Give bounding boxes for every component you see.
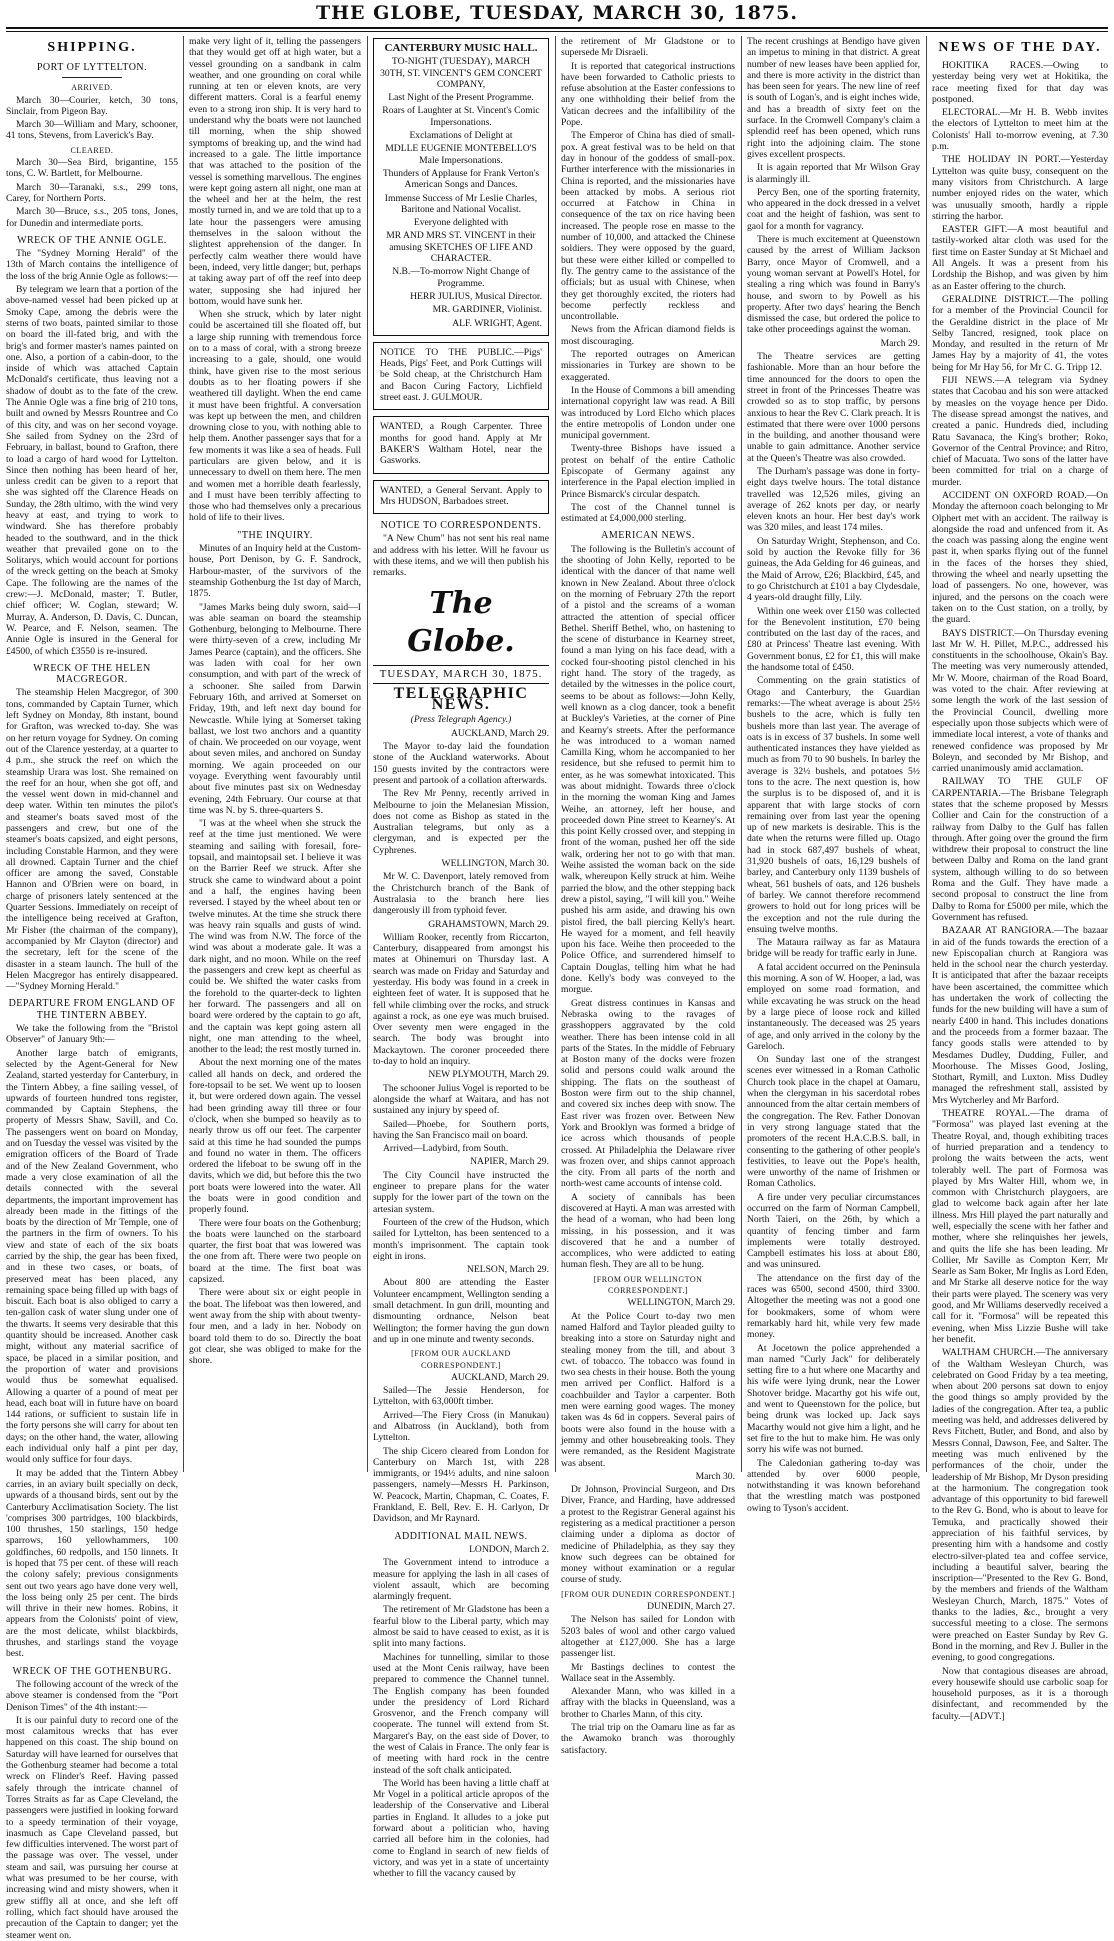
telegraphic-news-heading: TELEGRAPHIC NEWS. xyxy=(393,684,529,714)
article-paragraph: The "Sydney Morning Herald" of the 13th of March contains the intelligence of the loss of the brig Annie Ogle as follows:— xyxy=(6,248,178,282)
dateline: NAPIER, March 29. xyxy=(470,1156,549,1168)
article-paragraph: It is again reported that Mr Wilson Gray is alarmingly ill. xyxy=(747,162,920,185)
ad-line: HERR JULIUS, Musical Director. xyxy=(410,290,542,302)
article-paragraph: A fire under very peculiar circumstances occurred on the farm of Norman Campbell, North Taieri, on the 26th, by which a quantity of fencing timber and farm implements were totally destroyed. Campbell estimates his loss at about £80, and was uninsured. xyxy=(747,1191,920,1271)
article-paragraph: Machines for tunnelling, similar to those used at the Mont Cenis railway, have been prepared to commence the Channel tunnel. The English company has been founded under the presidency of Lord Richard Grosvenor, and the French company will cooperate. The tunnel will extend from St. Margaret's Bay, on the east side of Dover, to the west of Calais in France. The only fear is of meeting with hard rock in the centre instead of the soft chalk anticipated. xyxy=(373,1651,549,1776)
article-paragraph: By telegram we learn that a portion of the above-named vessel had been picked up at Smoky Cape, among the debris were the sterns of two boats, painted similar to those on board the ill-fated brig, and with the brig's and former master's names painted on one. Also, a portion of a cabin-door, to the inside of which was attached Captain McDonald's certificate, thus leaving not a shadow of doubt as to the fate of the crew. The Annie Ogle was a fine brig of 210 tons, built and owned by Messrs Rountree and Co of this city, and was on her second voyage. She sailed from Sydney on the 23rd of February, in ballast, bound to Grafton, there to load a cargo of hard wood for Lyttelton. Since then nothing has been heard of her, unless credit can be given to a report that she was sighted off the Clarence Heads on Sunday, the 28th ultimo, with the wind very heavy at east, and trying to work to windward. She has therefore probably headed to the southward, and in the thick weather that prevailed gone on to the Solitarys, which would account for portions of the wreck getting on the beach at Smoky Cape. The following are the names of the crew:—J. McDonald, master; T. Butler, chief officer; W. Coglan, steward; W. Murray, A. Anderson, D. Davis, C. Duncan, W. Pearce, and F. Nelson, seamen. The Annie Ogle is insured in the General for £4500, of which £3550 is re-insured. xyxy=(6,284,178,657)
article-paragraph: News from the African diamond fields is most discouraging. xyxy=(561,324,735,347)
article-paragraph: At Jocetown the police apprehended a man named "Curly Jack" for deliberately setting fire to a hut where one Macarthy and his wife were lying drunk, near the Lower Shotover bridge. Macarthy got his wife out, and went to Queenstown for the police, but being drunk was locked up. Jack says Macarthy would not give him a light, and he set fire to the hut to make him. He was only sorry his wife was not burned. xyxy=(747,1342,920,1456)
wellington-correspondent-heading: [FROM OUR WELLINGTON CORRESPONDENT.] xyxy=(593,1274,703,1296)
dateline: AUCKLAND, March 29. xyxy=(450,727,549,739)
article-paragraph: "James Marks being duly sworn, said—I was able seaman on board the steamship Gothenburg, belonging to Melbourne. There were thirty-seven of a crew, including Mr James Pearce (captain), and the officers. She was laden with coal for her own consumption, and with part of the wreck of a schooner. She sailed from Darwin February 16th, and arrived at Somerset on Friday, 19th, and left next day bound for Newcastle. While lying at Somerset taking ballast, we lost two anchors and a quantity of chain. We proceeded on our voyage, went about seven miles, and anchored on Sunday morning. We again proceeded on our voyage. Everything went favourably until about five minutes past six on Wednesday evening, 24th February. Our course at that time was N. by S. three-quarters S. xyxy=(189,601,361,816)
article-paragraph: The City Council have instructed the engineer to prepare plans for the water supply for the lower part of the town on the artesian system. xyxy=(373,1169,549,1215)
departure-heading: DEPARTURE FROM ENGLAND OF THE TINTERN ABBEY. xyxy=(8,998,176,1021)
news-item: ACCIDENT ON OXFORD ROAD.—On Monday the afternoon coach belonging to Mr Olphert met with an accident. The railway is alongside the road and unfenced from it. As the coach was passing along the engine went past it, when sparks flying out of the funnel in the faces of the horses they shied, throwing the wheel and nearly upsetting the load of passengers. No one, however, was injured, and the persons on the coach were taken on to the Cust station, on a trolly, by the guard. xyxy=(932,489,1108,626)
article-paragraph: Commenting on the grain statistics of Otago and Canterbury, the Guardian remarks:—The wheat average is about 25½ bushels to the acre, which is fully ten bushels more than last year. The average of oats is in excess of 37 bushels. In some well authenticated instances they have yielded as much as from 70 to 90 bushels. In barley the average is 32½ bushels, and potatoes 5½ tons to the acre. The next question is, how the surplus is to be disposed of, and it is apparent that with large stocks of corn remaining over from last year the opening up of new markets is desirable. This is the date when the returns were filled up. Otago had in stock 687,497 bushels of wheat, 31,920 bushels of oats, 16,129 bushels of barley, and Canterbury only 1139 bushels of wheat, 561 bushels of oats, and 126 bushels of barley. We cannot therefore recommend growers to hold out for long prices will be the exception and not the rule during the ensuing twelve months. xyxy=(747,675,920,935)
ad-text: NOTICE TO THE PUBLIC.—Pigs' Heads, Pigs' Feet, and Pork Cuttings will be Sold cheap, at the Christchurch Ham and Bacon Curing Factory, Lichfield street east. J. GULMOUR. xyxy=(380,346,542,404)
wanted-carpenter-advertisement xyxy=(373,416,549,473)
article-paragraph: The Mayor to-day laid the foundation stone of the Auckland waterworks. About 150 guests invited by the contractors were present and partook of a collation afterwards. xyxy=(373,741,549,786)
article-paragraph: The Caledonian gathering to-day was attended by over 6000 people, notwithstanding it was known beforehand that the wrestling match was postponed owing to Tyson's accident. xyxy=(747,1457,920,1514)
dateline: March 29. xyxy=(880,337,920,349)
column-gothenburg-continued xyxy=(189,36,361,1472)
wanted-servant-advertisement xyxy=(373,480,549,515)
dateline: NELSON, March 29. xyxy=(466,1264,549,1276)
dateline: AUCKLAND, March 29. xyxy=(450,1371,549,1383)
dateline: WELLINGTON, March 29. xyxy=(627,1297,735,1309)
additional-mail-heading: ADDITIONAL MAIL NEWS. xyxy=(394,1530,528,1542)
article-paragraph: About the next morning one of the mates called all hands on deck, and ordered the fore-topsail to be set. We went up to loosen it, but were ordered down again. The vessel had been grinding away till three or four o'clock, when she bumped so heavily as to nearly throw us off our feet. The carpenter said at this time he had sounded the pumps and found no water in them. The officers ordered the lifeboat to be swung off in the davits, which we did, but before this the two port boats were lowered into the water. All the boats were in good condition and properly found. xyxy=(189,1057,361,1216)
article-paragraph: Percy Ben, one of the sporting fraternity, who appeared in the dock dressed in a velvet coat and the height of fashion, was sent to gaol for a month for vagrancy. xyxy=(747,186,920,232)
article-paragraph: The cost of the Channel tunnel is estimated at £4,000,000 sterling. xyxy=(561,501,735,525)
article-paragraph: Minutes of an Inquiry held at the Custom-house, Port Denison, by G. F. Sandrock, Harbour-master, of the survivors of the steamship Gothenburg the 1st day of March, 1875. xyxy=(189,543,361,600)
news-item: HOKITIKA RACES.—Owing to yesterday being very wet at Hokitika, the race meeting fixed for that day was postponed. xyxy=(932,60,1108,105)
article-paragraph: Sailed—The Jessie Henderson, for Lyttelton, with 63,000ft timber. xyxy=(373,1385,549,1408)
article-paragraph: Twenty-three Bishops have issued a protest on behalf of the entire Catholic Episcopate of Germany against any interference in the Papal election implied in Prince Bismarck's circular despatch. xyxy=(561,443,735,500)
article-paragraph: The Rev Mr Penny, recently arrived in Melbourne to join the Melanesian Mission, does not come as Bishop as stated in the Australian telegrams, but only as a clergyman, and is expected per the Cyphrenes. xyxy=(373,788,549,856)
article-paragraph: We take the following from the "Bristol Observer" of January 9th:— xyxy=(6,1023,178,1046)
article-paragraph: The schooner Julius Vogel is reported to be alongside the wharf at Waitara, and has not sustained any injury by speed of. xyxy=(373,1082,549,1117)
arrived-heading: ARRIVED. xyxy=(71,83,113,93)
news-item: GERALDINE DISTRICT.—The polling for a member of the Provincial Council for the Geraldine district in the place of Mr Selby Tancred, resigned, took place on Monday, and resulted in the return of Mr James Hay by a majority of 41, the votes being for Mr Hay 56, for Mr C. G. Tripp 12. xyxy=(932,293,1108,373)
article-paragraph: Arrived—Ladybird, from South. xyxy=(383,1143,509,1155)
ad-line: Everyone delighted with xyxy=(413,217,509,229)
article-paragraph: The Nelson has sailed for London with 5203 bales of wool and other cargo valued altogether at £127,000. She has a large passenger list. xyxy=(561,1614,735,1660)
cleared-entry: March 30—Sea Bird, brigantine, 155 tons, C. W. Bartlett, for Melbourne. xyxy=(6,157,178,180)
news-item: THEATRE ROYAL.—The drama of "Formosa" was played last evening at the Theatre Royal, and, though exhibiting traces of hurried preparation and a tendency to prolong the waits between the acts, went tolerably well. The part of Formosa was played by Mrs Walter Hill, whom we, in common with Christchurch playgoers, are glad to welcome back again after her late illness. Mrs Hill played the part naturally and well, especially the scene with her father and mother, where she relinquishes her jewels, and quits the life she has been leading. Mr Collier, Mr Saville as Compton Kerr, Mr Searle as Sam Boker, Mr Inglis as Lord Eden, and Mr Starke all deserve notice for the way their parts were played. The scenery was very good, and Mr Williams deservedly received a call for it. "Formosa" will be repeated this evening, when Miss Lizzie Bushe will take her benefit. xyxy=(932,1108,1108,1345)
column-ads-telegraph xyxy=(373,36,549,1880)
news-item: EASTER GIFT.—A most beautiful and tastily-worked altar cloth was used for the first time on Easter Sunday at St Michael and All Angels. It was a present from his Lordship the Bishop, and was given by him as an Easter offering to the church. xyxy=(932,224,1108,292)
article-paragraph: A society of cannibals has been discovered at Hayti. A man was arrested with the head of a woman, who had been long missing, in his possession, and it was discovered that he and a number of accomplices, who were addicted to eating human flesh. They are all to be hung. xyxy=(561,1191,735,1271)
telegraph-subheading: (Press Telegraph Agency.) xyxy=(410,714,512,726)
american-news-heading: AMERICAN NEWS. xyxy=(601,530,695,542)
ad-line: ALF. WRIGHT, Agent. xyxy=(452,317,542,329)
article-paragraph: On Sunday last one of the strangest scenes ever witnessed in a Roman Catholic Church took place in the chapel at Oamaru, when the clergyman in his sacerdotal robes announced from the altar certain members of the congregation. The Rev. Father Donovan in very strong language stated that the promoters of the recent H.A.C.B.S. ball, in consenting to the gathering of other people's festivities, to leave out the Pope's health, were unworthy of the name of Irishmen or Roman Catholics. xyxy=(747,1054,920,1190)
article-paragraph: Within one week over £150 was collected for the Benevolent institution, £70 being contributed on the last day of the races, and £80 at Princess' Theatre last evening. With Government bonus, £2 for £1, this will make the handsome total of £450. xyxy=(747,605,920,674)
article-paragraph: The World has been having a little chaff at Mr Vogel in a political article apropos of the leadership of the Conservative and Liberal parties in England. It alludes to a joke put forward about a politician who, having carried all before him in the colonies, had come to England in search of new fields of victory, and was yet in a state of uncertainty whether to fill the vacancy caused by xyxy=(373,1777,549,1880)
column-divider xyxy=(741,36,742,1472)
globe-title: The Globe. xyxy=(407,585,515,659)
column-mail-american xyxy=(561,36,735,1756)
article-paragraph: Dr Johnson, Provincial Surgeon, and Drs Diver, France, and Harding, have addressed a protest to the Registrar General against his registering as a medical practitioner a person claiming under a diploma as doctor of medicine of Philadelphia, as they say they know such degrees can be obtained for money without examination or a regular course of study. xyxy=(561,1484,735,1586)
ad-line: Immense Success of Mr Leslie Charles, Baritone and National Vocalist. xyxy=(384,192,538,215)
article-paragraph: There is much excitement at Queenstown caused by the arrest of William Jackson Barry, once Mayor of Cromwell, and a young woman servant at Powell's Hotel, for stealing a ring which was found in Barry's house, and sworn to by Powell as his property. After two days' hearing the Bench dismissed the case, but ordered the police to take other proceedings against the woman. xyxy=(747,234,920,336)
date-line: TUESDAY, MARCH 30, 1875. xyxy=(373,665,549,684)
ad-line: Exclamations of Delight at xyxy=(409,130,513,142)
article-paragraph: Arrived—The Fiery Cross (in Manukau) and Albatross (in Auckland), both from Lyttelton. xyxy=(373,1409,549,1444)
news-item: ELECTORAL.—Mr H. B. Webb invites the electors of Lyttelton to meet him at the Colonists' Hall to-morrow evening, at 7.30 p.m. xyxy=(932,107,1108,153)
article-paragraph: The attendance on the first day of the races was 6500, second 4500, third 3300. Altogether the meeting was not a good one for bookmakers, some of whom were remarkably hard hit, while very few made money. xyxy=(747,1272,920,1341)
arrival-entry: March 30—Courier, ketch, 30 tons, Sinclair, from Pigeon Bay. xyxy=(6,94,178,117)
article-paragraph: The trial trip on the Oamaru line as far as the Awamoko branch was thoroughly satisfactory. xyxy=(561,1722,735,1756)
news-item: BAYS DISTRICT.—On Thursday evening last Mr W. H. Pillet, M.P.C., addressed his constituents in the schoolhouse, Okain's Bay. The meeting was very numerously attended, Mr W. Moore, chairman of the Road Board, was voted to the chair. After reviewing at some length the work of the last session of the Provincial Council, dwelling more especially upon those subjects which were of immediate local interest, a vote of thanks and renewed confidence was proposed by Mr Boleyn, and seconded by Mr Bishop, and carried unanimously amid acclamation. xyxy=(932,627,1108,775)
column-divider xyxy=(183,36,184,1472)
article-paragraph: The steamship Helen Macgregor, of 300 tons, commanded by Captain Turner, which left Sydney on Monday, 8th instant, bound for Grafton, was wrecked to-day. She was on her return voyage for Sydney. On coming out of the Clarence yesterday, at a quarter to 4 p.m., she struck the reef on which the steamship Urara was lost. She remained on the reef for an hour, when she got off, and the vessel went down in mid-channel and deep water. Within ten minutes the pilot's and steamer's boats saved most of the passengers and crew, but one of the steamer's boats capsized, and eight persons, including Constable Harmon, and they were all drowned. Captain Turner and the chief officer are among the saved, Constable Hannon and O'Brien were on board, in charge of prisoners lately sentenced at the Quarter Sessions. Immediately on receipt of the intelligence being received at Grafton, Mr Fisher (the chairman of the company), accompanied by Mr Clayton (director) and the secretary, left for the scene of the disaster in a steam launch. The hull of the Helen Macgregor has entirely disappeared.—"Sydney Morning Herald." xyxy=(6,687,178,993)
masthead-rule-thin xyxy=(6,31,1108,32)
article-paragraph: The Theatre services are getting fashionable. More than an hour before the time announced for the doors to open the street in front of the Princesses Theatre was crowded so as to stop traffic, by persons anxious to hear the Rev C. Clark preach. It is estimated that there were over 1000 persons in the building, and another thousand were unable to gain admittance. Another service at the Queen's Theatre was also crowded. xyxy=(747,351,920,464)
wreck-gothenburg-heading: WRECK OF THE GOTHENBURG. xyxy=(12,1665,172,1677)
article-paragraph: Another large batch of emigrants, selected by the Agent-General for New Zealand, started yesterday for Canterbury, in the Tintern Abbey, a fine sailing vessel, of upwards of fourteen hundred tons register, commanded by Captain Stephens, the property of Messrs Shaw, Savill, and Co. The passengers went on board on Monday, and on Tuesday the vessel was visited by the emigration officers of the Board of Trade and of the New Zealand Government, who made a very close examination of all the details connected with the several departments, the important improvement has already been made in the fittings of the boats by the direction of Mr Temple, one of the partners in the firm of owners. To his view and state of each of the six boats carried by the ship, the gear has been fixed, and in these two cases, or boats, of preserved meat has been placed, any remaining space being filled up with bags of biscuit. Each boat is also obliged to carry a ten-gallon cask of water slung under one of the thwarts. It seems very desirable that this quantity should be increased. Another cask might, without any material sacrifice of space, be placed in a similar position, and the proportion of water and provisions would thus be somewhat equalised. Allowing a quarter of a pound of meat per head, each boat will in future have on board 144 rations, or sufficient to sustain life in the forty persons she will carry for about ten days; on the other hand, the water, allowing each individual only half a pint per day, would only suffice for four days. xyxy=(6,1047,178,1466)
article-paragraph: The Durham's passage was done in forty-eight days twelve hours. The total distance travelled was 12,526 miles, giving an average of 262 knots per day, or nearly eleven knots an hour. Her best day's work was 320 miles, and least 174 miles. xyxy=(747,465,920,534)
ad-text: WANTED, a Rough Carpenter. Three months for good hand. Apply at Mr BAKER'S Waltham Hotel, near the Gasworks. xyxy=(380,421,542,467)
auckland-correspondent-heading: [FROM OUR AUCKLAND CORRESPONDENT.] xyxy=(411,1349,511,1370)
news-item: BAZAAR AT RANGIORA.—The bazaar in aid of the funds towards the erection of a new Episcopalian church at Rangiora was held in the school near the church yesterday. It is anticipated that after the bazaar receipts have been ascertained, the committee which has undertaken the work of collecting the funds for the new building will have a sum of nearly £400 in hand. This includes donations and the proceeds from a former bazaar. The fancy goods stalls were attended to by Mesdames Dudley, Dudding, Fuller, and Moorhouse. The Misses Good, Josling, Stothart, Rymill, and Luxton. Miss Dudley managed the refreshment stall, assisted by Mrs Wytcherley and Mr Barford. xyxy=(932,925,1108,1106)
arrival-entry: March 30—William and Mary, schooner, 41 tons, Stevens, from Laverick's Bay. xyxy=(6,119,178,142)
article-paragraph: Sailed—Phoebe, for Southern ports, having the San Francisco mail on board. xyxy=(373,1118,549,1141)
news-item: FIJI NEWS.—A telegram via Sydney states that Cacobau and his son were attacked by measles on the voyage hence per Dido. The disease spread amongst the natives, and created a panic. Hundreds died, including Ratu Savanaca, the King's brother; Roko, Governor of the Central Province; and Ritro, chief of Macuata. Two sons of the latter have been committed for trial on a charge of murder. xyxy=(932,375,1108,488)
article-paragraph: The following account of the wreck of the above steamer is condensed from the "Port Denison Times" of the 4th instant:— xyxy=(6,1678,178,1713)
article-paragraph: The Government intend to introduce a measure for applying the lash in all cases of violent assault, which are becoming alarmingly frequent. xyxy=(373,1557,549,1603)
column-divider xyxy=(555,36,556,1472)
article-paragraph: The following is the Bulletin's account of the shooting of John Kelly, reported to be identical with the dancer of that name well known in New Zealand. About three o'clock on the morning of February 27th the report of a pistol and the screams of a woman attracted the attention of special officer Bethel. Sheriff Bethel, who, on hastening to the scene of disturbance in Kearney street, found a man lying on his face dead, with a cocked four-shooting pistol clenched in his right hand. The story of the tragedy, as detailed by the witnesses in the police court, seems to be about as follows:—John Kelly, well known as a clog dancer, took a benefit at Buckley's Varieties, at the corner of Pine and Kearny's streets. After the performance he was introduced to a woman named Camilla King, whom he accompanied to her residence, but she refused to permit him to enter, as he was somewhat intoxicated. This was about midnight. Towards three o'clock in the morning the woman King and James Weihe, an attorney, left her house, and proceeded down Pine street to Kearney's. At this point Kelly crossed over, and stepping in front of the woman, pushed her off the side walk, ordering her not to go with that man. Weihe assisted the woman back on the side walk, whereupon Kelly struck at him. Weihe parried the blow, and the other stepping back drew a pistol, saying, "I will kill you." Weihe pushed his arm aside, and drawing his own pistol fired, the ball piercing Kelly's heart. He wayed for a moment, and fell heavily upon his face. Weihe then proceeded to the Police Office, and surrendered himself to Captain Douglas, telling him what he had done. Kelly's body was conveyed to the morgue. xyxy=(561,543,735,996)
article-paragraph: There were about six or eight people in the boat. The lifeboat was then lowered, and went away from the ship with about twenty-four men, and a lady in her. Nobody on board told them to do so. Directly the boat got clear, she was obliged to make for the shore. xyxy=(189,1287,361,1367)
dunedin-correspondent-heading: [FROM OUR DUNEDIN CORRESPONDENT.] xyxy=(561,1589,735,1599)
cleared-heading: CLEARED. xyxy=(70,145,114,155)
article-paragraph: The ship Cicero cleared from London for Canterbury on March 1st, with 228 immigrants, or 194½ adults, and nine saloon passengers, namely—Messrs H. Parkinson, W. Peacock, Martin, Chapman, C. Coates, F. Frankland, E. Bell, Rev. E. H. Carlyon, Dr Davidson, and Mr Raynard. xyxy=(373,1445,549,1525)
news-item: THE HOLIDAY IN PORT.—Yesterday Lyttelton was quite busy, consequent on the many visitors from Christchurch. A large number enjoyed rides on the water, which was unusually smooth, hardly a ripple stirring the harbor. xyxy=(932,154,1108,222)
news-of-the-day-title: NEWS OF THE DAY. xyxy=(938,40,1102,55)
masthead: THE GLOBE, TUESDAY, MARCH 30, 1875. xyxy=(315,2,799,24)
article-paragraph: Great distress continues in Kansas and Nebraska owing to the ravages of grasshoppers aggravated by the cold weather. There has been intense cold in all parts of the States. In the middle of February at Boston many of the docks were frozen solid and persons could walk around the shipping. The flats on the southeast of Boston were firm out to the ship channel, and covered six inches deep with snow. The East river was frozen over. Between New York and Brooklyn was formed a bridge of ice across which thousands of people crossed. At Philadelphia the Delaware river was frozen over, and ships cannot approach the city. From all parts of the north and north-west came accounts of intense cold. xyxy=(561,997,735,1190)
article-paragraph: In the House of Commons a bill amending international copyright law was read. A Bill was introduced by Lord Elcho which places the entire metropolis of London under one municipal government. xyxy=(561,384,735,442)
article-paragraph: Mr Bastings declines to contest the Wallace seat in the Assembly. xyxy=(561,1661,735,1684)
ad-line: MR. GARDINER, Violinist. xyxy=(432,304,542,316)
article-paragraph: The retirement of Mr Gladstone has been a fearful blow to the Liberal party, which may almost be said to have ceased to exist, as it is split into many factions. xyxy=(373,1604,549,1650)
ad-line: N.B.—To-morrow Night Change of Programme. xyxy=(392,266,530,289)
article-paragraph: On Saturday Wright, Stephenson, and Co. sold by auction the Revoke filly for 36 guineas, the Ada Gelding for 46 guineas, and the Maid of Arrow, £26; Blackbird, £45, and to go Christchurch at £101 a bay Clydesdale, 4 years-old draught filly, Lily. xyxy=(747,535,920,604)
inquiry-heading: "THE INQUIRY. xyxy=(237,529,313,541)
article-paragraph: "I was at the wheel when she struck the reef at the time just mentioned. We were steaming and sailing with foresail, fore-topsail, and maintopsail set. I believe it was on the Barrier Reef we struck. After she struck she came to windward about a point and a half, the engines having been reversed. I stayed by the wheel about ten or twelve minutes. At the time she struck there was heavy rain squalls and gusts of wind. The wind was from N.W. The force of the wind was about a moderate gale. It was a dark night, and no moon. While on the reef the passengers and crew kept as cheerful as could be. We shifted the water casks from the forehold to the quarter-deck to lighten her forward. The passengers and all on board were ordered by the captain to go aft, and the captain was kept going astern all night, one man attending to the wheel, another to the lead; the rest mostly turned in. xyxy=(189,818,361,1056)
article-paragraph: At the Police Court to-day two men named Halford and Taylor pleaded guilty to breaking into a store on Saturday night and stealing money from the till, and about 3 cwt. of tobacco. The tobacco was found in two sea chests in their house. Both the young men arrived per Conflict. Halford is a coachbuilder and Taylor a carpenter. Both men were earning good wages. The money taken was 4s 6d in coppers. Several pairs of boots were also found in the house with a jemmy and other housebreaking tools. They were remanded, as the Resident Magistrate was absent. xyxy=(561,1310,735,1469)
news-item: WALTHAM CHURCH.—The anniversary of the Waltham Wesleyan Church, was celebrated on Good Friday by a tea meeting, when about 200 persons sat down to enjoy the good things so amply provided by the ladies of the congregation. After tea, a public meeting was held, and addresses delivered by Revs Fitchett, Butler, and Bond, and also by Messrs Connal, Dawson, Fee, and Salter. The meeting was much enlivened by the performances of the choir, under the leadership of Mr Bishop, Mr Dyson presiding at the harmonium. The congregation took advantage of this opportunity to bid farewell to the Rev G. Bond, who is about to leave for Temuka, and practically showed their appreciation of his faithful services, by presenting him with a handsome and costly electro-silver-plated tea and coffee service, including a beautiful salver, bearing the inscription—"Presented to the Rev G. Bond, by the members and friends of the Waltham Wesleyan Church, March, 1875." Votes of thanks to the ladies, &c., brought a very successful meeting to a close. The sermons were preached on Easter Sunday by Rev G. Bond in the morning, and Rev J. Buller in the evening, to good congregations. xyxy=(932,1347,1108,1664)
masthead-rule xyxy=(6,27,1108,29)
column-divider xyxy=(926,36,927,1472)
article-paragraph: About 800 are attending the Easter Volunteer encampment, Wellington sending a small detachment. In gun drill, mounting and dismounting ordnance, Nelson beat Wellington; the former having the gun down and up in one minute and twenty seconds. xyxy=(373,1277,549,1345)
wreck-annie-heading: WRECK OF THE ANNIE OGLE. xyxy=(17,234,167,246)
article-paragraph: the retirement of Mr Gladstone or to supersede Mr Disraeli. xyxy=(561,36,735,59)
dateline: GRAHAMSTOWN, March 29. xyxy=(428,918,549,930)
column-shipping xyxy=(6,36,179,1941)
dateline: NEW PLYMOUTH, March 29. xyxy=(428,1069,549,1081)
article-paragraph: make very light of it, telling the passengers that they would get off at high water, but a vessel grounding on a sandbank in calm weather, and one grounding on coral while running at ten or eleven knots, are very different matters. Coral is a fearful enemy even to a strong iron ship. It is very hard to understand why the boats were not launched till morning, when the ship showed symptoms of breaking up, and the wind had increased to a gale. The little importance that was attached to the position of the vessel is something marvellous. The engines were kept going astern all night, one man at the wheel and her at the helm, the rest mostly turned in, and we are told that up to a late hour the passengers were amusing themselves in the saloon without the slightest apprehension of the danger. In perfectly calm weather there would have been, indeed, very little danger; but, perhaps at taking away part of off the reef into deep water, supposing she had injured her bottom, would have sunk her. xyxy=(189,36,361,307)
dateline: LONDON, March 2. xyxy=(469,1543,549,1555)
ad-line: Last Night of the Present Programme. xyxy=(388,92,534,104)
wreck-helen-heading: WRECK OF THE HELEN MACGREGOR. xyxy=(33,662,151,686)
port-heading: PORT OF LYTTELTON. xyxy=(36,62,148,73)
dateline: March 30. xyxy=(695,1470,735,1482)
ad-text: WANTED, a General Servant. Apply to Mrs HUDSON, Barbadoes street. xyxy=(380,484,542,507)
article-paragraph: The Mataura railway as far as Mataura bridge will be ready for traffic early in June. xyxy=(747,937,920,960)
article-paragraph: The Emperor of China has died of small-pox. A great festival was to be held on that day in honour of the goddess of small-pox. Further interference with the missionaries in China is reported, and the missionaries have been attacked by mobs. A serious riot occurred at Fatchow in China in consequence of the tax on rice having been increased. The people rose en masse to the number of 10,000, and attacked the Chinese soldiers. They were opposed by the guard, but these were either killed or compelled to fly. The gentry came to the assistance of the officials; but as usual with Chinese, when they get thoroughly excited, the rioters had become perfectly reckless and uncontrollable. xyxy=(561,130,735,323)
dateline: DUNEDIN, March 27. xyxy=(647,1601,735,1613)
article-paragraph: The reported outrages on American missionaries in Turkey are shown to be exaggerated. xyxy=(561,349,735,383)
news-item: RAILWAY TO THE GULF OF CARPENTARIA.—The Brisbane Telegraph states that the scheme proposed by Messrs Collier and Cain for the construction of a railway from Dalby to the Gulf has fallen through. After going over the ground the firm withdrew their proposal to construct the line between Dalby and Roma on the land grant system, although willing to do so between Roma and the Gulf. They have made a second proposal to construct the line from Dalby to Roma for £5000 per mile, which the Government has refused. xyxy=(932,776,1108,923)
article-paragraph: Mr W. C. Davenport, lately removed from the Christchurch branch of the Bank of Australasia to the branch here lies dangerously ill from typhoid fever. xyxy=(373,871,549,917)
ad-line: Thunders of Applause for Frank Verton's American Songs and Dances. xyxy=(382,167,540,191)
notice-pork-advertisement xyxy=(373,342,549,410)
ad-line: MDLLE EUGENIE MONTEBELLO'S Male Impersonations. xyxy=(385,143,537,166)
column-divider xyxy=(367,36,368,1472)
article-paragraph: William Rooker, recently from Riccarton, Canterbury, disappeared from amongst his mates at Ohinemuri on Thursday last. A search was made on Friday and Saturday and yesterday. His body was found in a creek in eighteen feet of water. It is supposed that he fell while climbing over the rocks, and struck against a rock, as one eye was much bruised. Over seventy men were engaged in the search. The body was brought into Mackaytown. The coroner proceeded there to-day to hold an inquiry. xyxy=(373,931,549,1068)
article-paragraph: It is reported that categorical instructions have been forwarded to Catholic priests to refuse absolution at the Easter confessions to any one withholding their belief from the Vatican decrees and the infallibility of the Pope. xyxy=(561,60,735,129)
column-dunedin-continued xyxy=(747,36,920,1514)
ad-line: MR AND MRS ST. VINCENT in their amusing SKETCHES OF LIFE AND CHARACTER. xyxy=(386,230,536,265)
correspondents-notice: "A New Chum" has not sent his real name and address with his letter. Will he favour us with these items, and we will then publish his remarks. xyxy=(373,533,549,579)
ad-title: CANTERBURY MUSIC HALL. xyxy=(384,42,538,54)
ad-line: TO-NIGHT (TUESDAY), MARCH 30TH, ST. VINCENT'S GEM CONCERT COMPANY, xyxy=(380,56,542,90)
column-news-of-the-day xyxy=(932,36,1108,1722)
article-paragraph: There were four boats on the Gothenburg; the boats were launched on the starboard quarter, the first boat that was lowered was the one from aft. There were two people on board at the time. The first boat was capsized. xyxy=(189,1217,361,1286)
music-hall-advertisement xyxy=(373,38,549,336)
ad-line: Roars of Laughter at St. Vincent's Comic Impersonations. xyxy=(382,105,540,128)
article-paragraph: The recent crushings at Bendigo have given an impetus to mining in that district. A great number of new leases have been applied for, and there is more activity in the district than has been seen for years. The new line of reef is south of Logan's, and is eight inches wide, and has a breadth of sixty feet on the surface. In the Cromwell Company's claim a splendid reef has been opened, which runs right into the adjoining claim. The stone gives excellent prospects. xyxy=(747,36,920,160)
correspondents-heading: NOTICE TO CORRESPONDENTS. xyxy=(380,520,542,532)
article-paragraph: It may be added that the Tintern Abbey carries, in an aviary built specially on deck, upwards of a thousand birds, sent out by the Canterbury Acclimatisation Society. The list 'comprises 300 partridges, 100 blackbirds, 100 thrushes, 150 starlings, 150 hedge sparrows, 160 yellowhammers, 100 goldfinches, 60 redpolls, and 150 linnets. It is hoped that 75 per cent. of these will reach the colony safely; previous consignments sent out two years ago have done very well, the loss being only 25 per cent. The birds will thrive in their new homes. Robins, it appears from the Colonists' point of view, are the most delicate, whilst blackbirds, thrushes, and starlings stand the voyage best. xyxy=(6,1467,178,1660)
dateline: WELLINGTON, March 30. xyxy=(441,858,549,870)
cleared-entry: March 30—Taranaki, s.s., 299 tons, Carey, for Northern Ports. xyxy=(6,181,178,204)
news-item: Now that contagious diseases are abroad, every housewife should use carbolic soap for household purposes, as it is a thorough disinfectant, and recommended by the faculty.—[ADVT.] xyxy=(932,1665,1108,1722)
cleared-entry: March 30—Bruce, s.s., 205 tons, Jones, for Dunedin and intermediate ports. xyxy=(6,206,178,229)
article-paragraph: A fatal accident occurred on the Peninsula this morning. A son of W. Hooper, a lad, was employed on some road formation, and while excavating he was struck on the head by a large piece of loose rock and killed instantaneously. The deceased was 25 years of age, and only arrived in the colony by the Gareloch. xyxy=(747,961,920,1052)
shipping-title: SHIPPING. xyxy=(47,40,137,55)
article-paragraph: Fourteen of the crew of the Hudson, which sailed for Lyttelton, has been sentenced to a month's imprisonment. The captain took eight in irons. xyxy=(373,1216,549,1262)
article-paragraph: Alexander Mann, who was killed in a affray with the blacks in Queensland, was a brother to Charles Mann, of this city. xyxy=(561,1686,735,1720)
article-paragraph: It is our painful duty to record one of the most calamitous wrecks that has ever happened on this coast. The ship bound on Saturday will have learned for ourselves that the Gothenburg steamer had become a total wreck on Flinder's Reef. Having passed safely through the intricate channel of Torres Straits as far as Cape Cleveland, the passengers were justified in looking forward to a speedy termination of their voyage, inasmuch as Cape Cleveland passed, but few difficulties intervened. The worst part of the passage was over. The vessel, under steam and sail, was pursuing her course at what was presumed to be her course, with increasing wind and misty showers, when it grew stiffly all at once, and she left off rolling, which fact should have aroused the precaution of the Captain to danger; yet the steamer went on. xyxy=(6,1714,179,1941)
article-paragraph: When she struck, which by later night could be ascertained till she floated off, but a large ship running with tremendous force on to a mass of coral, with a strong breeze increasing to a gale, should, one would think, have given rise to the most serious doubts as to her floating powers if she weathered till daylight. When the end came it must have been frightful. A conversation was kept up between the men, and children drowning close to you, with nothing able to help them. Another passenger says that for a few moments it was like a sea of heads. Full particulars are given below, and it is unnecessary to dwell on them here. The men and women met a horrible death fearlessly, and I must have been terribly affecting to those who had themselves only a precarious hold of life to their lives. xyxy=(189,309,361,524)
